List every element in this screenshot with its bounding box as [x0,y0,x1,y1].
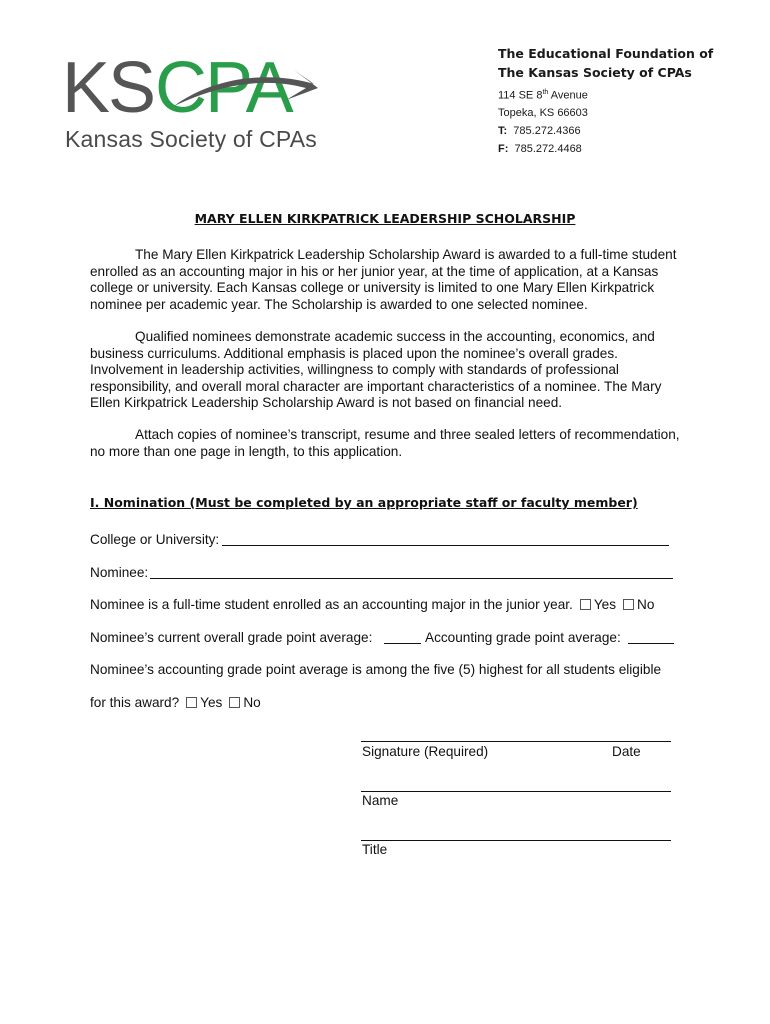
paragraph-2 [90,329,682,412]
fulltime-question: Nominee is a full-time student enrolled as an accounting major in the junior year. [90,597,573,612]
fax-line [498,143,582,155]
logo-letters-green: CPA [155,56,292,126]
nominee-input-line[interactable] [150,578,673,579]
document-title: MARY ELLEN KIRKPATRICK LEADERSHIP SCHOLARSHIP [194,211,576,226]
org-name-line1: The Educational Foundation of [498,46,714,61]
top-five-question-line1: Nominee’s accounting grade point average is among the five (5) highest for all students eligible [90,662,662,677]
overall-gpa-label: Nominee’s current overall grade point average: [90,630,373,645]
paragraph-1-text: The Mary Ellen Kirkpatrick Leadership Scholarship Award is awarded to a full-time student enrolled as an accounting major in his or her junior year, at the time of application, at a Kansas college or university. Each Kansas college or university is limited to one Mary Ellen Kirkpatrick nominee per academic year. The Scholarship is awarded to one selected nominee. [90,247,677,312]
logo-letters-gray: KS [62,56,155,126]
kscpa-logo-mark [62,56,318,126]
title-input-line[interactable] [361,840,671,841]
top-five-no-checkbox[interactable] [229,697,240,708]
address-line2: Topeka, KS 66603 [498,107,588,119]
fulltime-yes-label: Yes [593,597,617,612]
phone-number: 785.272.4366 [513,125,581,137]
phone-label: T: [498,125,508,137]
phone-line [498,125,581,137]
name-input-line[interactable] [361,791,671,792]
accounting-gpa-input-line[interactable] [628,643,674,644]
top-five-row [90,695,261,710]
top-five-question-line2: for this award? [90,695,180,710]
accounting-gpa-label: Accounting grade point average: [425,630,621,645]
nominee-row [90,565,148,580]
logo-subtitle: Kansas Society of CPAs [65,126,317,152]
college-row [90,532,219,547]
fulltime-yes-checkbox[interactable] [580,599,591,610]
signature-label: Signature (Required) [362,744,489,759]
paragraph-2-text: Qualified nominees demonstrate academic success in the accounting, economics, and business curriculums. Additional emphasis is placed upon the nominee’s overall grades. Involvement in leadership activities, willingness to comply with standards of professional responsibility, and overall moral character are important characteristics of a nominee. The Mary Ellen Kirkpatrick Leadership Scholarship Award is not based on financial need. [90,329,662,411]
fax-number: 785.272.4468 [514,143,582,155]
top-five-no-label: No [243,695,261,710]
fulltime-row [90,597,654,612]
org-name-line2: The Kansas Society of CPAs [498,65,692,80]
fulltime-no-label: No [637,597,655,612]
address-line1: 114 SE 8th Avenue [498,89,588,102]
name-label: Name [362,793,399,808]
gpa-row [90,630,372,645]
top-five-yes-checkbox[interactable] [186,697,197,708]
nominee-label: Nominee: [90,565,149,580]
college-input-line[interactable] [222,545,669,546]
top-five-yes-label: Yes [200,695,223,710]
date-label: Date [612,744,641,759]
paragraph-1 [90,247,682,313]
fax-label: F: [498,143,509,155]
title-label: Title [362,842,388,857]
signature-input-line[interactable] [361,741,671,742]
overall-gpa-input-line[interactable] [384,643,421,644]
college-label: College or University: [90,532,220,547]
paragraph-3-text: Attach copies of nominee’s transcript, resume and three sealed letters of recommendation, no more than one page in length, to this application. [90,427,680,459]
fulltime-no-checkbox[interactable] [623,599,634,610]
paragraph-3 [90,427,682,460]
section-heading-nomination: I. Nomination (Must be completed by an appropriate staff or faculty member) [90,495,638,510]
kscpa-logo [62,56,318,156]
